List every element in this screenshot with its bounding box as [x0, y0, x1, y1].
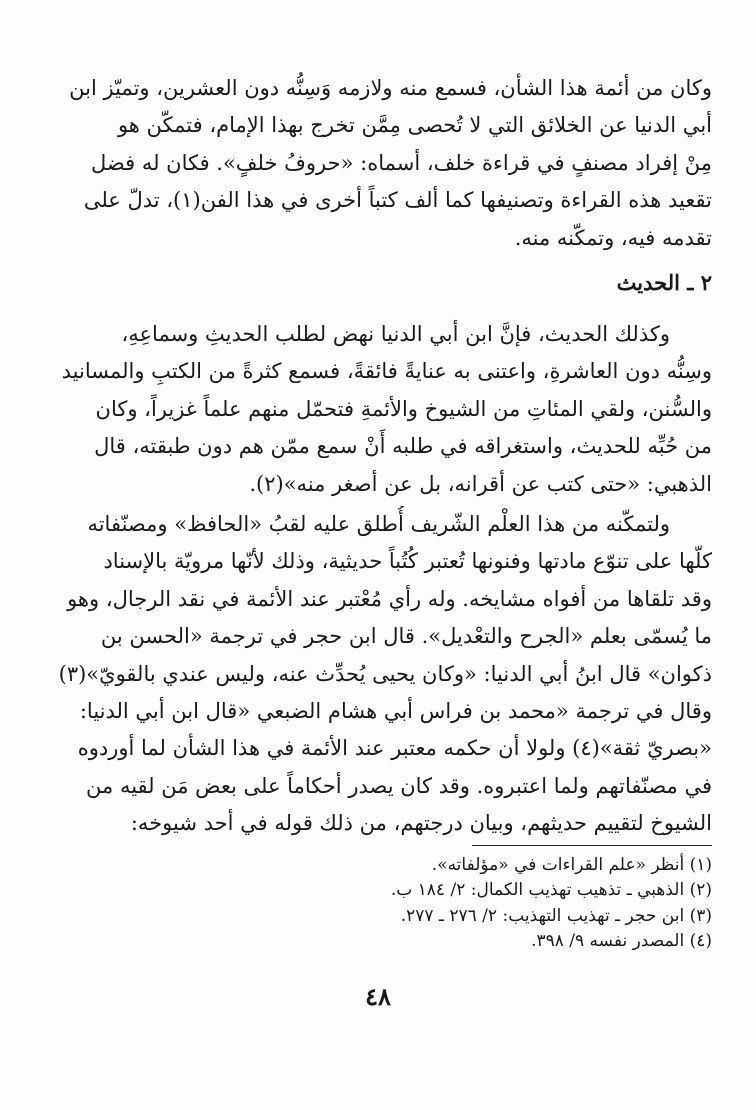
- paragraph-qiraat-conclusion: [40, 70, 712, 257]
- footnotes: [40, 853, 712, 954]
- footnote: (٢) الذهبي ـ تذهيب تهذيب الكمال: ٢/ ١٨٤ ب.: [390, 880, 712, 901]
- text-line: وكذلك الحديث، فإنَّ ابن أبي الدنيا نهض لطلب الحديثِ وسماعِهِ،: [121, 322, 670, 346]
- text-line: أبي الدنيا عن الخلائق التي لا تُحصى مِمَّن تخرج بهذا الإمام، فتمكّن هو: [117, 113, 712, 138]
- paragraph-hafiz-title: [40, 506, 712, 843]
- text-line: الذهبي: «حتى كتب عن أقرانه، بل عن أصغر منه»(٢).: [249, 471, 712, 496]
- text-line: ولتمكّنه من هذا العلْم الشّريف أُطلق عليه لقبُ «الحافظ» ومصنّفاته: [87, 512, 670, 536]
- text-line: وكان من أئمة هذا الشأن، فسمع منه ولازمه وَسِنُّه دون العشرين، وتميّز ابن: [69, 76, 712, 100]
- text-line: كلّها على تنوّع مادتها وفنونها تُعتبر كُتُباً حديثية، وذلك لأنّها مرويّة بالإسناد: [103, 549, 712, 574]
- text-line: وقد تلقاها من أفواه مشايخه. وله رأي مُعْتبر عند الأئمة في نقد الرجال، وهو: [67, 586, 712, 611]
- text-line: ما يُسمّى بعلم «الجرح والتعْديل». قال ابن حجر في ترجمة «الحسن بن: [100, 624, 712, 649]
- text-line: تقعيد هذه القراءة وتصنيفها كما ألف كتباً أخرى في هذا الفن(١)، تدلّ على: [83, 188, 712, 213]
- paragraph-hadith-study: [40, 316, 712, 503]
- footnote: (٣) ابن حجر ـ تهذيب التهذيب: ٢/ ٢٧٦ ـ ٢٧٧.: [400, 905, 712, 926]
- page-number: ٤٨: [365, 982, 391, 1011]
- text-line: ذكوان» قال ابنُ أبي الدنيا: «وكان يحيى يُحدِّث عنه، وليس عندي بالقويّ»(٣): [58, 661, 712, 686]
- footnote-separator: [472, 845, 712, 846]
- section-heading: ٢ ـ الحديث: [616, 270, 712, 295]
- text-line: والسُّنن، ولقي المئاتِ من الشيوخ والأئمةِ فتحمّل منهم علماً غزيراً، وكان: [95, 396, 712, 421]
- text-line: «بصريّ ثقة»(٤) ولولا أن حكمه معتبر عند الأئمة في هذا الشأن لما أوردوه: [77, 736, 712, 761]
- text-line: من حُبِّه للحديث، واستغراقه في طلبه أَنْ سمع ممّن هم دون طبقته، قال: [94, 434, 712, 459]
- footnote: (١) أنظر «علم القراءات في «مؤلفاته».: [431, 855, 712, 875]
- text-line: تقدمه فيه، وتمكّنه منه.: [514, 225, 712, 250]
- footnote: (٤) المصدر نفسه ٩/ ٣٩٨.: [531, 930, 712, 951]
- text-line: الشيوخ لتقييم حديثهم، وبيان درجتهم، من ذلك قوله في أحد شيوخه:: [130, 811, 712, 836]
- text-line: وقال في ترجمة «محمد بن فراس أبي هشام الضبعي «قال ابن أبي الدنيا:: [79, 698, 712, 723]
- text-line: مِنْ إفراد مصنفٍ في قراءة خلف، أسماه: «حروفُ خلفٍ». فكان له فضل: [90, 150, 712, 175]
- text-line: في مصنّفاتهم ولما اعتبروه. وقد كان يصدر أحكاماً على بعض مَن لقيه من: [86, 773, 712, 798]
- text-line: وسِنُّه دون العاشرةِ، واعتنى به عنايةً فائقةً، فسمع كثرةً من الكتبِ والمسانيد: [61, 359, 712, 384]
